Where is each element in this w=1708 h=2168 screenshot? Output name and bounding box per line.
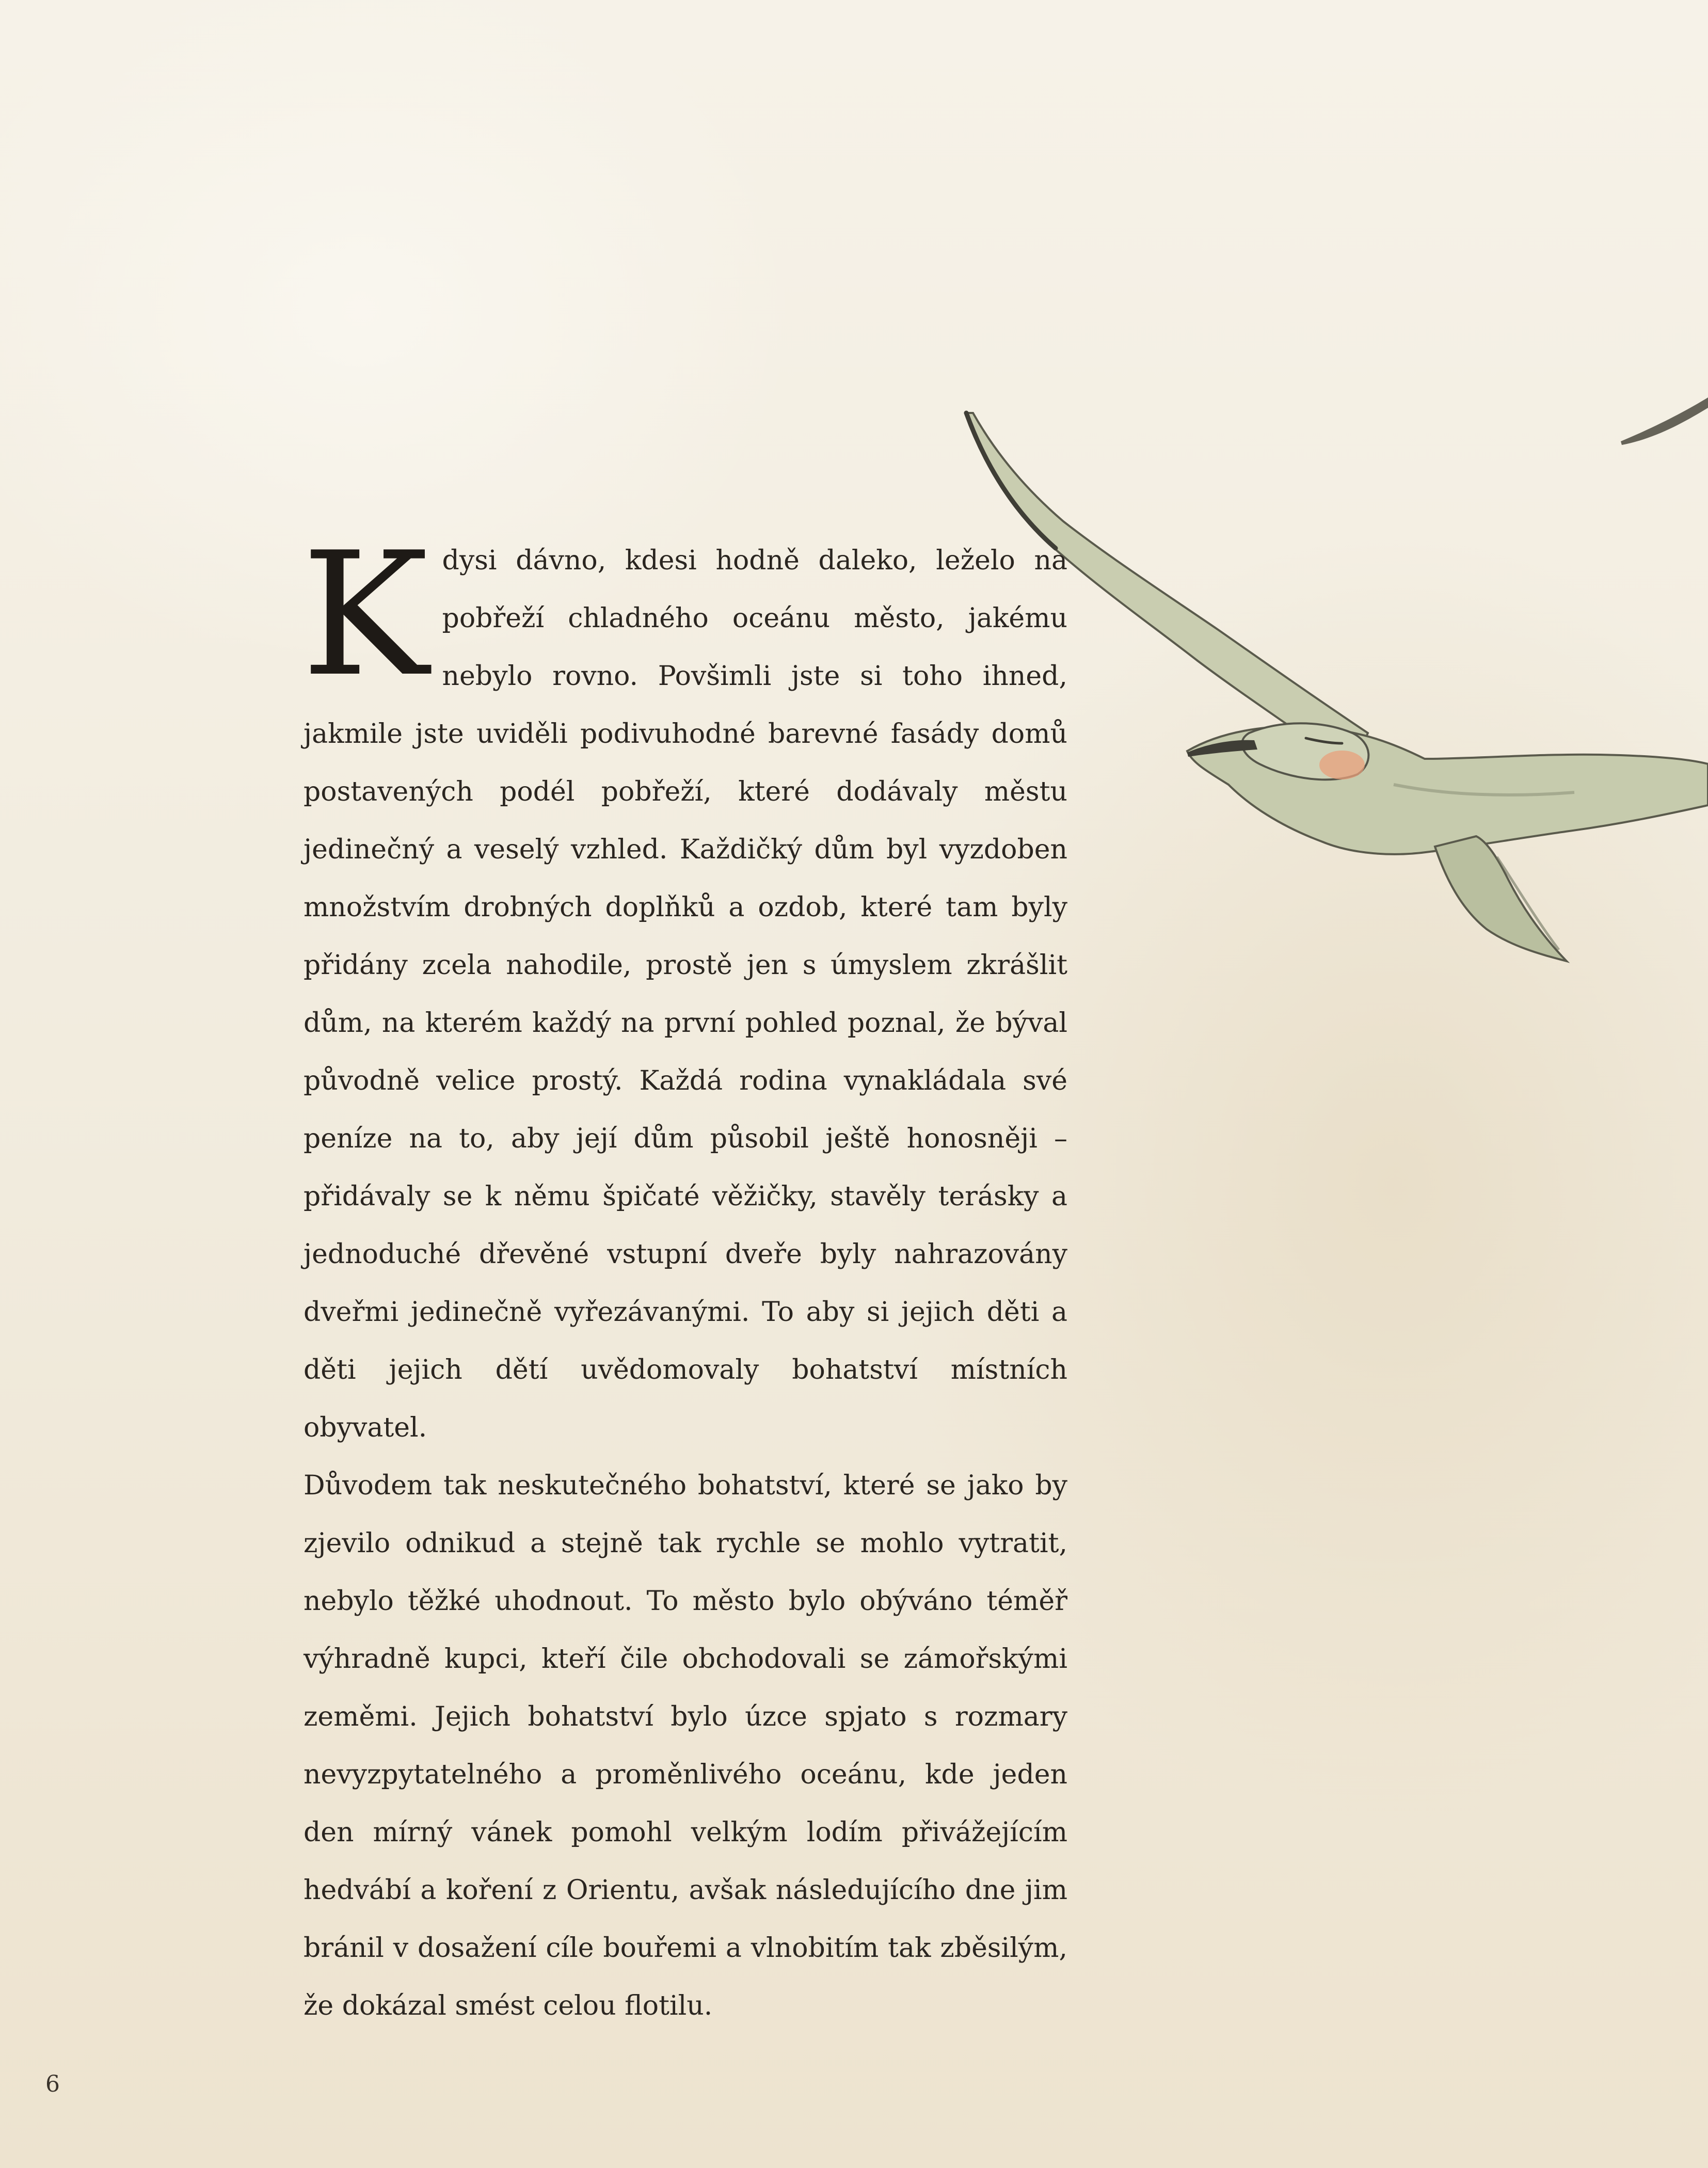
drop-cap: K — [301, 516, 429, 714]
paragraph-2: Důvodem tak neskutečného bohatství, které se jako by zjevilo odnikud a stejně tak rychle se mohlo vytratit, nebylo těžké uhodnout. To město bylo obýváno téměř výhradně kupci, kteří čile obchodovali se zámořskými zeměmi. Jejich bohatství bylo úzce spjato s rozmary nevyzpytatelného a proměnlivého oceánu, kde jeden den mírný vánek pomohl velkým lodím přivážejícím hedvábí a koření z Orientu, avšak následujícího dne jim bránil v dosažení cíle bouřemi a vlnobitím tak zběsilým, že dokázal smést celou flotilu. — [304, 1470, 1067, 2021]
seagull-cheek — [1319, 751, 1365, 779]
page-number: 6 — [45, 2071, 60, 2097]
seagull-lower-wing — [1435, 836, 1567, 961]
distant-wing-tip — [1621, 397, 1708, 445]
paragraph-1 — [301, 516, 1067, 1457]
paragraph-1-text: dysi dávno, kdesi hodně daleko, leželo na pobřeží chladného oceánu město, jakému nebylo rovno. Povšimli jste si toho ihned, jakmile jste uviděli podivuhodné barevné fasády domů postavených podél pobřeží, které dodávaly městu jedinečný a veselý vzhled. Každičký dům byl vyzdoben množstvím drobných doplňků a ozdob, které tam byly přidány zcela nahodile, prostě jen s úmyslem zkrášlit dům, na kterém každý na první pohled poznal, že býval původně velice prostý. Každá rodina vynakládala své peníze na to, aby její dům působil ještě honosněji – přidávaly se k němu špičaté věžičky, stavěly terásky a jednoduché dřevěné vstupní dveře byly nahrazovány dveřmi jedinečně vyřezávanými. To aby si jejich děti a děti jejich dětí uvědomovaly bohatství místních obyvatel. — [304, 545, 1067, 1443]
story-text — [301, 516, 1067, 2035]
